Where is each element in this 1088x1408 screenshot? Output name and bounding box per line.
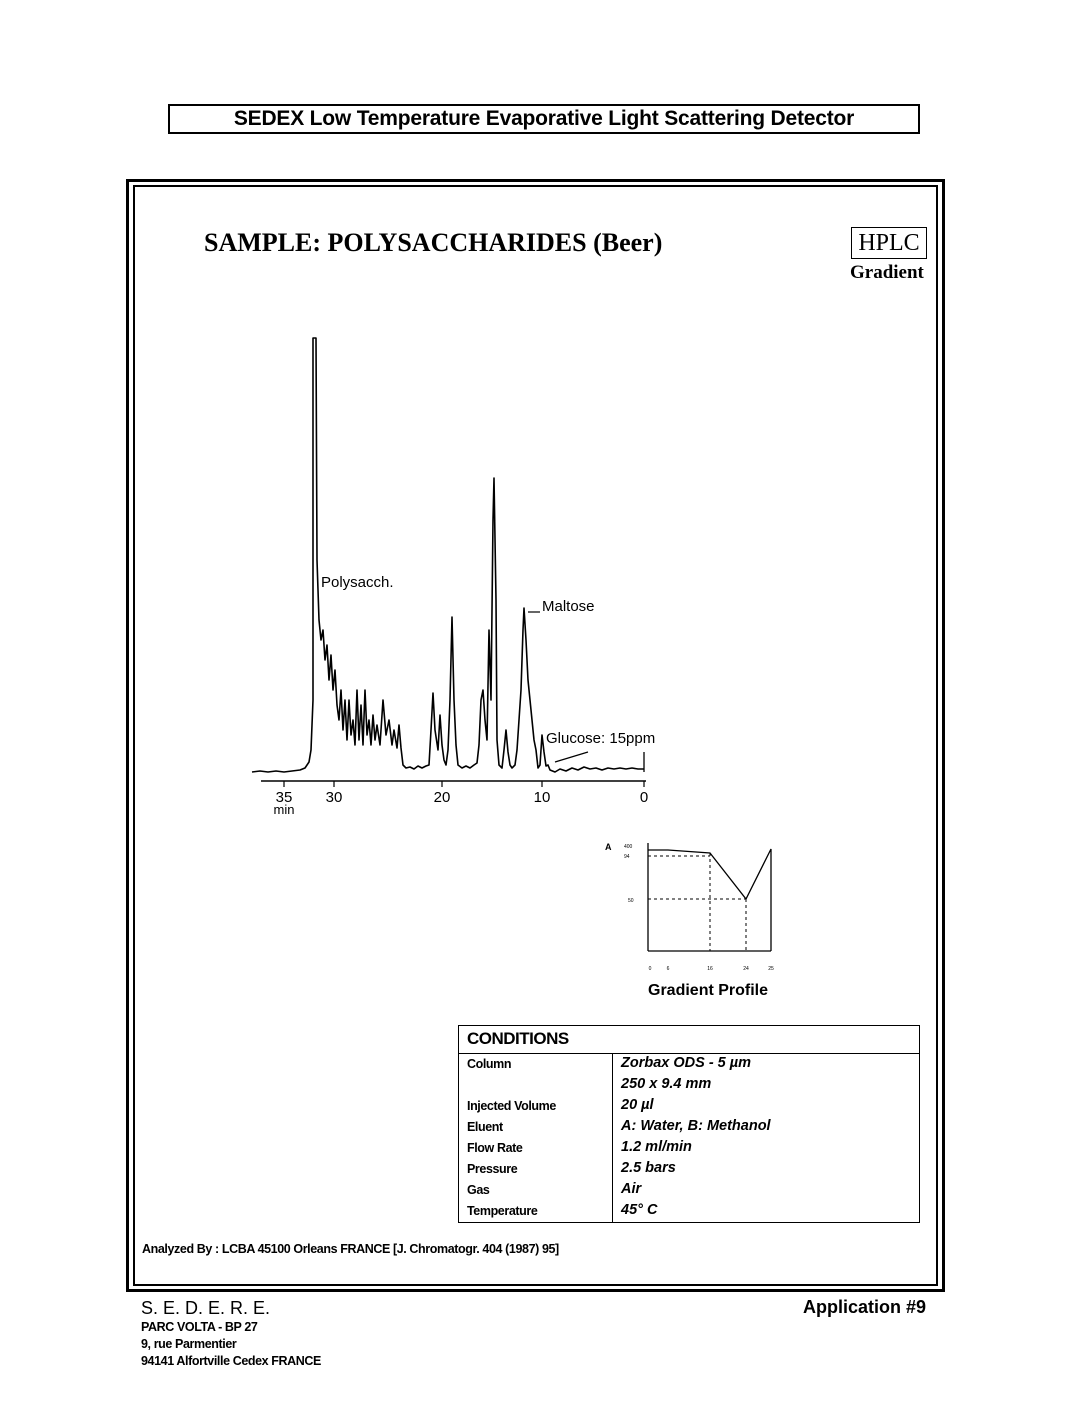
chromatogram	[240, 320, 670, 820]
peak-label-maltose: Maltose	[542, 598, 595, 615]
condition-row	[459, 1159, 919, 1180]
gradient-profile-chart	[590, 830, 790, 980]
x-tick-label: 0	[639, 789, 649, 806]
gradient-x-tick: 25	[768, 966, 774, 972]
condition-label: Eluent	[467, 1120, 503, 1134]
peak-label-polysacch: Polysacch.	[321, 574, 394, 591]
x-tick-label: 10	[533, 789, 551, 806]
condition-row	[459, 1096, 919, 1117]
header-title: SEDEX Low Temperature Evaporative Light Scattering Detector	[168, 104, 920, 134]
condition-label: Pressure	[467, 1162, 518, 1176]
condition-row	[459, 1138, 919, 1159]
glucose-leader	[555, 752, 588, 762]
chromatogram-trace	[252, 338, 644, 772]
gradient-y-tick: 400	[624, 844, 633, 850]
condition-value: 20 µl	[621, 1097, 654, 1113]
condition-value: 250 x 9.4 mm	[621, 1076, 712, 1092]
condition-value: 45° C	[621, 1202, 658, 1218]
gradient-x-tick: 24	[743, 966, 749, 972]
address-line: PARC VOLTA - BP 27	[141, 1320, 258, 1334]
gradient-x-tick: 6	[666, 966, 670, 972]
gradient-y-tick: 50	[628, 898, 634, 904]
gradient-y-tick: 94	[624, 854, 630, 860]
conditions-title: CONDITIONS	[459, 1026, 919, 1054]
company-name: S. E. D. E. R. E.	[141, 1298, 271, 1318]
analyzed-by: Analyzed By : LCBA 45100 Orleans FRANCE [J. Chromatogr. 404 (1987) 95]	[142, 1242, 559, 1256]
x-tick-label: 30	[325, 789, 343, 806]
gradient-profile-line	[648, 849, 771, 951]
condition-label: Gas	[467, 1183, 490, 1197]
gradient-x-tick: 0	[648, 966, 652, 972]
condition-value: Air	[621, 1181, 642, 1197]
condition-row	[459, 1075, 919, 1096]
x-unit-label: min	[273, 802, 295, 817]
condition-label: Column	[467, 1057, 512, 1071]
condition-row	[459, 1180, 919, 1201]
conditions-table	[458, 1025, 920, 1223]
condition-value: 2.5 bars	[621, 1160, 676, 1176]
condition-value: 1.2 ml/min	[621, 1139, 692, 1155]
condition-row	[459, 1117, 919, 1138]
gradient-axis-label: A	[605, 842, 612, 852]
x-tick-label: 35	[275, 789, 293, 806]
sample-title: SAMPLE: POLYSACCHARIDES (Beer)	[204, 228, 663, 257]
condition-label: Flow Rate	[467, 1141, 523, 1155]
application-number: Application #9	[803, 1297, 927, 1317]
method-subtitle: Gradient	[850, 262, 924, 283]
method-badge: HPLC	[851, 227, 927, 259]
address-line: 94141 Alfortville Cedex FRANCE	[141, 1354, 321, 1368]
condition-value: Zorbax ODS - 5 µm	[621, 1055, 752, 1071]
condition-value: A: Water, B: Methanol	[621, 1118, 771, 1134]
condition-label: Injected Volume	[467, 1099, 556, 1113]
peak-label-glucose: Glucose: 15ppm	[546, 730, 656, 747]
gradient-caption: Gradient Profile	[648, 982, 769, 999]
condition-label: Temperature	[467, 1204, 538, 1218]
conditions-body	[459, 1054, 919, 1222]
condition-row	[459, 1201, 919, 1222]
x-tick-label: 20	[433, 789, 451, 806]
condition-row	[459, 1054, 919, 1075]
gradient-x-tick: 16	[707, 966, 713, 972]
address-line: 9, rue Parmentier	[141, 1337, 237, 1351]
